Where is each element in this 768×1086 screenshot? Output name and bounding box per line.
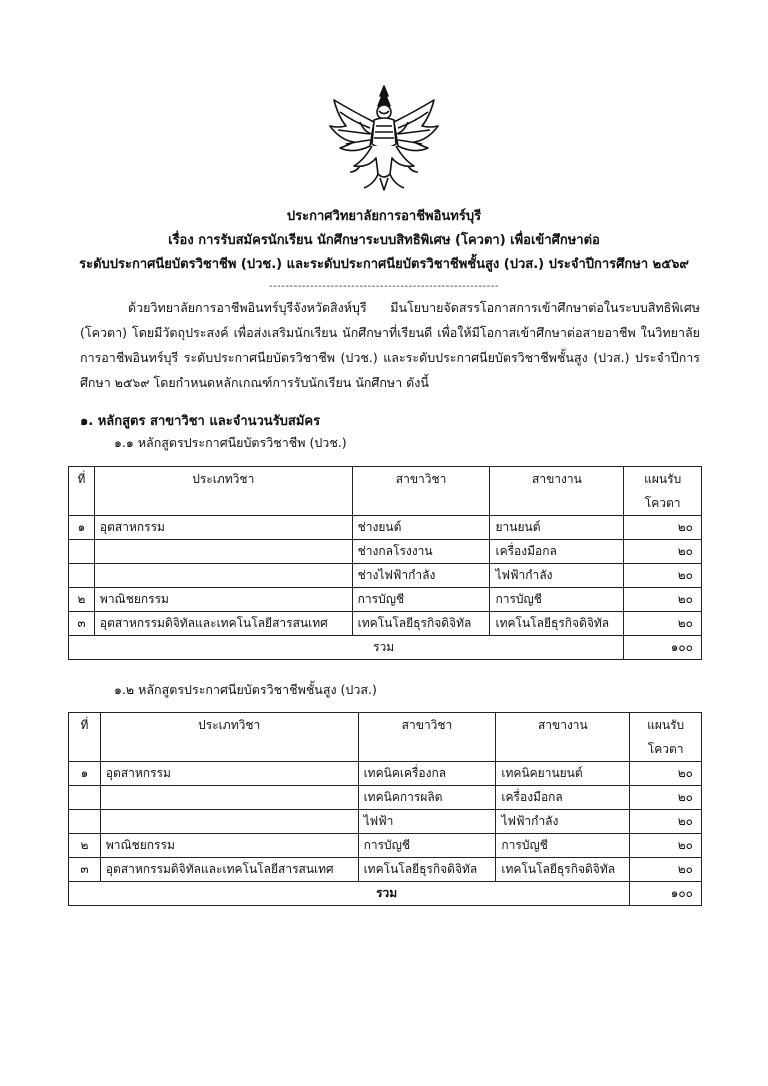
cell-quota: ๒๐ [624, 516, 702, 540]
cell-quota: ๒๐ [624, 540, 702, 564]
cell-type: พาณิชยกรรม [94, 588, 352, 612]
cell-major: การบัญชี [358, 834, 496, 858]
table-row [69, 858, 702, 882]
header-field: สาขางาน [490, 467, 624, 492]
cell-type [100, 786, 358, 810]
cell-field: ไฟฟ้ากำลัง [490, 564, 624, 588]
cell-quota: ๒๐ [624, 612, 702, 636]
cell-field: เครื่องมือกล [496, 786, 630, 810]
total-label: รวม [69, 882, 630, 906]
separator-line: -------------------------------------------------------- [268, 281, 500, 292]
cell-no: ๑ [69, 516, 95, 540]
table-row [69, 540, 702, 564]
cell-major: ช่างกลโรงงาน [352, 540, 490, 564]
quota-table-hvc [68, 712, 702, 906]
table-row [69, 612, 702, 636]
table-row [69, 588, 702, 612]
intro-text: ด้วยวิทยาลัยการอาชีพอินทร์บุรีจังหวัดสิงห์บุรี มีนโยบายจัดสรรโอกาสการเข้าศึกษาต่อในระบบสิทธิพิเศษ (โควตา) โดยมีวัตถุประสงค์ เพื่อส่งเสริมนักเรียน นักศึกษาที่เรียนดี เพื่อให้มีโอกาสเข้าศึกษาต่อสายอาชีพ ในวิทยาลัยการอาชีพอินทร์บุรี ระดับประกาศนียบัตรวิชาชีพ (ปวช.) และระดับประกาศนียบัตรวิชาชีพชั้นสูง (ปวส.) ประจำปีการศึกษา ๒๕๖๙ โดยกำหนดหลักเกณฑ์การรับนักเรียน นักศึกษา ดังนี้ [80, 300, 700, 390]
cell-type [94, 564, 352, 588]
table-row [69, 834, 702, 858]
cell-major: ช่างไฟฟ้ากำลัง [352, 564, 490, 588]
table-2-title: ๑.๒ หลักสูตรประกาศนียบัตรวิชาชีพชั้นสูง (ปวส.) [114, 682, 377, 697]
cell-field: เทคโนโลยีธุรกิจดิจิทัล [496, 858, 630, 882]
cell-major: ไฟฟ้า [358, 810, 496, 834]
cell-quota: ๒๐ [624, 564, 702, 588]
cell-major: การบัญชี [352, 588, 490, 612]
cell-quota: ๒๐ [630, 762, 702, 786]
section-1-title: ๑. หลักสูตร สาขาวิชา และจำนวนรับสมัคร [80, 414, 321, 429]
garuda-emblem-icon [324, 82, 444, 194]
cell-quota: ๒๐ [630, 786, 702, 810]
cell-no: ๓ [69, 612, 95, 636]
cell-quota: ๒๐ [624, 588, 702, 612]
cell-quota: ๒๐ [630, 834, 702, 858]
cell-major: เทคนิคเครื่องกล [358, 762, 496, 786]
header-quota: แผนรับ [630, 713, 702, 738]
header-type: ประเภทวิชา [100, 713, 358, 738]
cell-no: ๓ [69, 858, 101, 882]
cell-type: อุตสาหกรรม [100, 762, 358, 786]
header-no: ที่ [69, 713, 101, 738]
total-value: ๑๐๐ [630, 882, 702, 906]
intro-paragraph [80, 295, 700, 395]
cell-field: เครื่องมือกล [490, 540, 624, 564]
table-1-title: ๑.๑ หลักสูตรประกาศนียบัตรวิชาชีพ (ปวช.) [114, 435, 347, 450]
cell-no: ๒ [69, 588, 95, 612]
header-field: สาขางาน [496, 713, 630, 738]
cell-no: ๑ [69, 762, 101, 786]
cell-field: เทคโนโลยีธุรกิจดิจิทัล [490, 612, 624, 636]
cell-no: ๒ [69, 834, 101, 858]
cell-field: ยานยนต์ [490, 516, 624, 540]
header-quota: แผนรับ [624, 467, 702, 492]
quota-table-pvc [68, 466, 702, 660]
cell-quota: ๒๐ [630, 858, 702, 882]
cell-no [69, 810, 101, 834]
cell-major: ช่างยนต์ [352, 516, 490, 540]
cell-field: ไฟฟ้ากำลัง [496, 810, 630, 834]
cell-major: เทคนิคการผลิต [358, 786, 496, 810]
cell-field: เทคนิคยานยนต์ [496, 762, 630, 786]
cell-type: อุตสาหกรรม [94, 516, 352, 540]
header-type: ประเภทวิชา [94, 467, 352, 492]
table-header-row [69, 467, 702, 492]
header-major: สาขาวิชา [352, 467, 490, 492]
table-total-row [69, 636, 702, 660]
cell-type [100, 810, 358, 834]
total-label: รวม [69, 636, 624, 660]
cell-no [69, 540, 95, 564]
announcement-title: ประกาศวิทยาลัยการอาชีพอินทร์บุรี [286, 209, 482, 224]
header-no: ที่ [69, 467, 95, 492]
header-major: สาขาวิชา [358, 713, 496, 738]
announcement-subject: เรื่อง การรับสมัครนักเรียน นักศึกษาระบบสิทธิพิเศษ (โควตา) เพื่อเข้าศึกษาต่อ [168, 233, 600, 248]
table-row [69, 810, 702, 834]
announcement-level: ระดับประกาศนียบัตรวิชาชีพ (ปวช.) และระดับประกาศนียบัตรวิชาชีพชั้นสูง (ปวส.) ประจำปีการศึกษา ๒๕๖๙ [79, 257, 689, 272]
cell-no [69, 786, 101, 810]
table-header-row [69, 713, 702, 738]
cell-type: อุตสาหกรรมดิจิทัลและเทคโนโลยีสารสนเทศ [100, 858, 358, 882]
table-row [69, 564, 702, 588]
cell-no [69, 564, 95, 588]
table-row [69, 762, 702, 786]
cell-field: การบัญชี [496, 834, 630, 858]
cell-major: เทคโนโลยีธุรกิจดิจิทัล [358, 858, 496, 882]
cell-type [94, 540, 352, 564]
table-total-row [69, 882, 702, 906]
cell-field: การบัญชี [490, 588, 624, 612]
table-row [69, 516, 702, 540]
table-row [69, 786, 702, 810]
cell-major: เทคโนโลยีธุรกิจดิจิทัล [352, 612, 490, 636]
cell-type: อุตสาหกรรมดิจิทัลและเทคโนโลยีสารสนเทศ [94, 612, 352, 636]
total-value: ๑๐๐ [624, 636, 702, 660]
header-quota-2: โควตา [624, 491, 702, 516]
header-quota-2: โควตา [630, 737, 702, 762]
cell-quota: ๒๐ [630, 810, 702, 834]
cell-type: พาณิชยกรรม [100, 834, 358, 858]
